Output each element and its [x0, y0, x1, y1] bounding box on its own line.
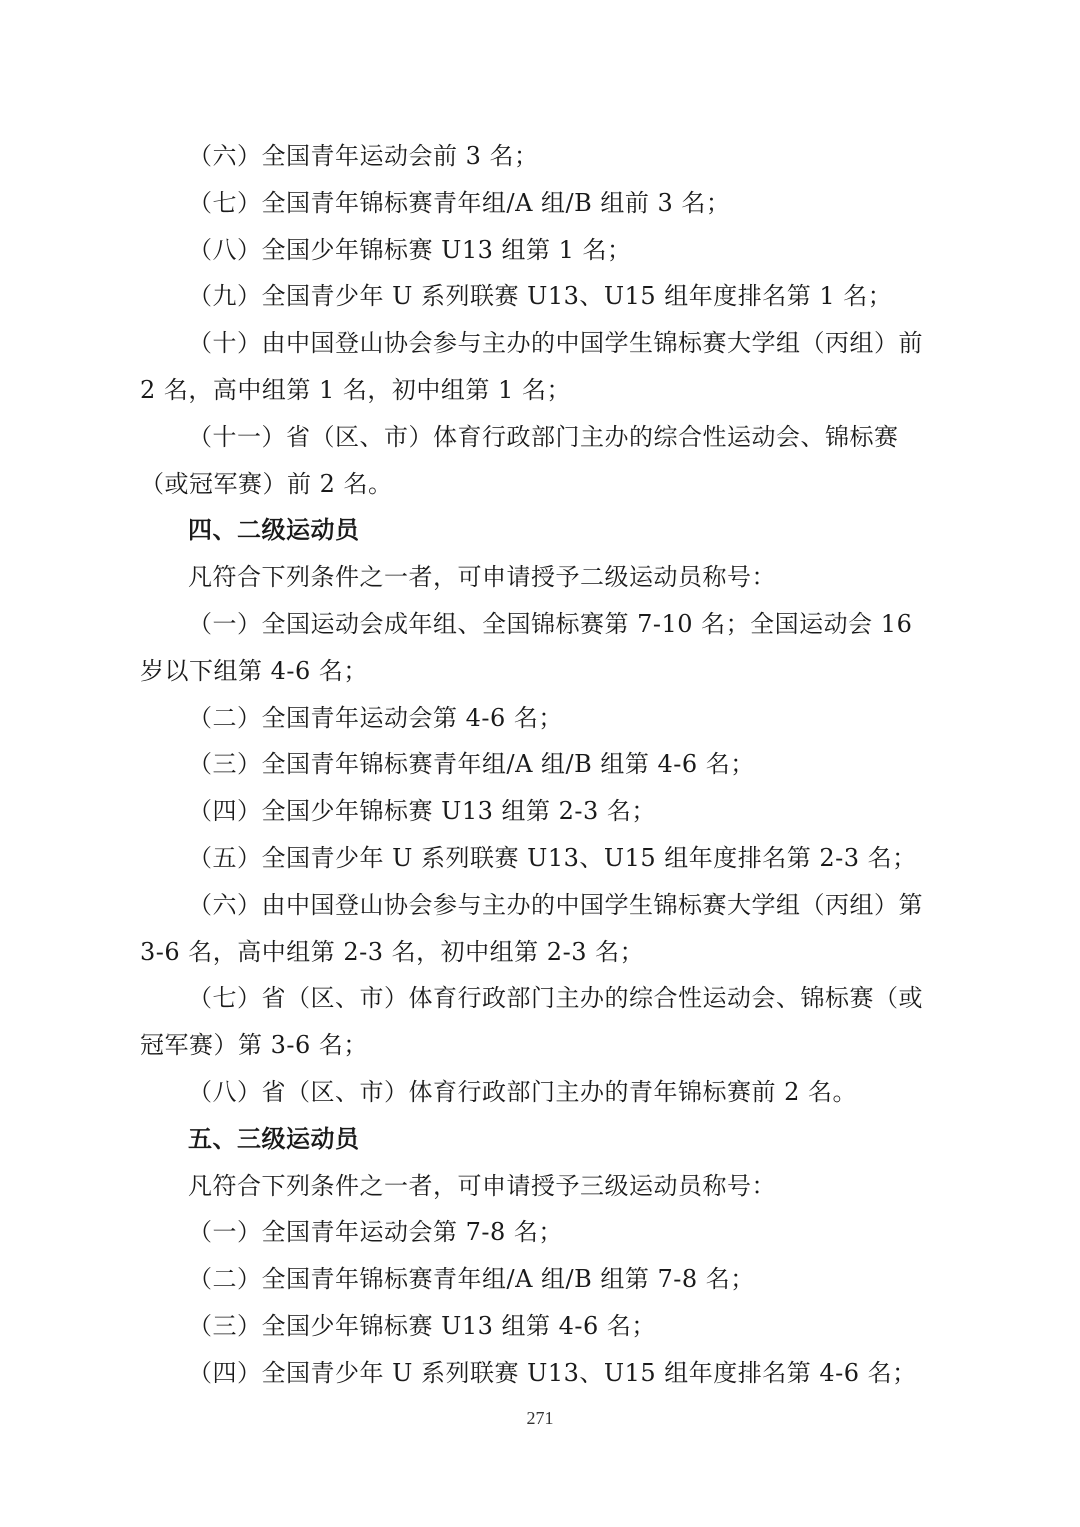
second-grade-item-5: （五）全国青少年 U 系列联赛 U13、U15 组年度排名第 2-3 名；	[188, 843, 917, 872]
third-grade-item-1: （一）全国青年运动会第 7-8 名；	[188, 1218, 563, 1247]
body-text	[140, 133, 940, 1397]
item-shi: （十）由中国登山协会参与主办的中国学生锦标赛大学组（丙组）前 2 名，高中组第 1 名，初中组第 1 名；	[140, 329, 923, 404]
second-grade-item-2: （二）全国青年运动会第 4-6 名；	[188, 703, 563, 732]
page-number: 271	[526, 1408, 554, 1428]
section-heading-second-grade: 四、二级运动员	[188, 516, 360, 545]
second-grade-item-7: （七）省（区、市）体育行政部门主办的综合性运动会、锦标赛（或冠军赛）第 3-6 名；	[140, 984, 923, 1060]
third-grade-item-4: （四）全国青少年 U 系列联赛 U13、U15 组年度排名第 4-6 名；	[188, 1358, 917, 1387]
third-grade-item-2: （二）全国青年锦标赛青年组/A 组/B 组第 7-8 名；	[188, 1265, 755, 1294]
item-shiyi: （十一）省（区、市）体育行政部门主办的综合性运动会、锦标赛（或冠军赛）前 2 名。	[140, 422, 899, 498]
intro-second-grade: 凡符合下列条件之一者，可申请授予二级运动员称号：	[188, 563, 776, 592]
intro-third-grade: 凡符合下列条件之一者，可申请授予三级运动员称号：	[188, 1171, 776, 1200]
item-liu: （六）全国青年运动会前 3 名；	[188, 142, 539, 170]
third-grade-item-3: （三）全国少年锦标赛 U13 组第 4-6 名；	[188, 1311, 656, 1340]
second-grade-item-8: （八）省（区、市）体育行政部门主办的青年锦标赛前 2 名。	[188, 1077, 858, 1106]
second-grade-item-4: （四）全国少年锦标赛 U13 组第 2-3 名；	[188, 797, 656, 826]
section-heading-third-grade: 五、三级运动员	[188, 1124, 360, 1153]
item-ba: （八）全国少年锦标赛 U13 组第 1 名；	[188, 235, 632, 264]
second-grade-item-3: （三）全国青年锦标赛青年组/A 组/B 组第 4-6 名；	[188, 750, 755, 779]
item-jiu: （九）全国青少年 U 系列联赛 U13、U15 组年度排名第 1 名；	[188, 282, 893, 311]
second-grade-item-1: （一）全国运动会成年组、全国锦标赛第 7-10 名；全国运动会 16 岁以下组第 4-6 名；	[140, 609, 913, 685]
second-grade-item-6: （六）由中国登山协会参与主办的中国学生锦标赛大学组（丙组）第 3-6 名，高中组第 2-3 名，初中组第 2-3 名；	[140, 890, 923, 966]
item-qi: （七）全国青年锦标赛青年组/A 组/B 组前 3 名；	[188, 188, 731, 217]
